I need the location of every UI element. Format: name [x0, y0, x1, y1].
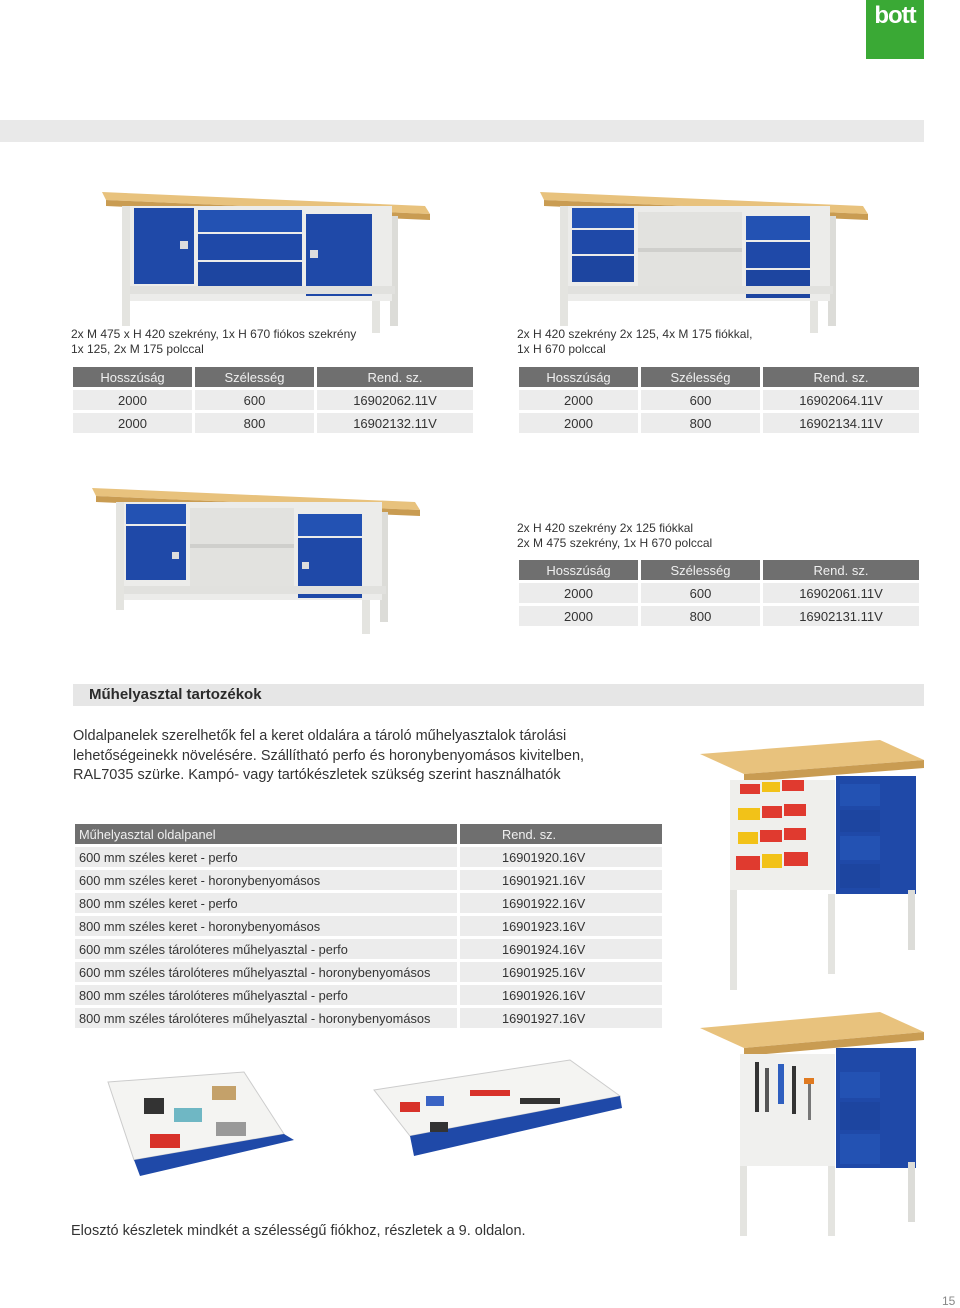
cell: 600	[641, 390, 760, 410]
cell: 16901926.16V	[460, 985, 662, 1005]
col-header: Szélesség	[641, 560, 760, 580]
cell: 600 mm széles keret - perfo	[75, 847, 457, 867]
section-description: Oldalpanelek szerelhetők fel a keret oldalára a tároló műhelyasztalok tárolási lehetőségeinekk növelésére. Szállítható perfo és horonybenyomásos kivitelben, RAL7035 szürke. Kampó- vagy tartókészletek szükség szerint használhatók	[73, 728, 585, 783]
workbench-tools-image	[700, 1012, 930, 1237]
table-row	[75, 1008, 662, 1028]
table-row	[75, 893, 662, 913]
table-row	[73, 390, 473, 410]
col-header: Rend. sz.	[317, 367, 473, 387]
cell: 600 mm széles tárolóteres műhelyasztal - perfo	[75, 939, 457, 959]
cell: 16902134.11V	[763, 413, 919, 433]
bott-logo: bott	[866, 0, 924, 59]
cell: 16901925.16V	[460, 962, 662, 982]
table-row	[73, 413, 473, 433]
workbench-image-3	[90, 484, 430, 644]
product-2-table	[516, 364, 922, 436]
cell: 600	[195, 390, 314, 410]
table-row	[519, 413, 919, 433]
cell: 16902132.11V	[317, 413, 473, 433]
page-number: 15	[942, 1294, 956, 1308]
caption-line: 1x 125, 2x M 175 polccal	[71, 342, 204, 356]
col-header: Hosszúság	[73, 367, 192, 387]
col-header: Hosszúság	[519, 560, 638, 580]
cell: 16902131.11V	[763, 606, 919, 626]
col-header: Rend. sz.	[763, 560, 919, 580]
table-row	[75, 847, 662, 867]
workbench-bins-image	[700, 740, 930, 1000]
table-row	[519, 583, 919, 603]
cell: 16901923.16V	[460, 916, 662, 936]
section-title: Műhelyasztal tartozékok	[73, 684, 924, 706]
table-row	[519, 606, 919, 626]
col-header: Hosszúság	[519, 367, 638, 387]
cell: 800	[641, 606, 760, 626]
product-3-table	[516, 557, 922, 629]
footnote: Elosztó készletek mindkét a szélességű fiókhoz, részletek a 9. oldalon.	[71, 1223, 526, 1239]
table-row	[75, 985, 662, 1005]
product-1-table	[70, 364, 476, 436]
cell: 600 mm széles tárolóteres műhelyasztal - horonybenyomásos	[75, 962, 457, 982]
cell: 800 mm széles tárolóteres műhelyasztal - horonybenyomásos	[75, 1008, 457, 1028]
caption-line: 2x M 475 x H 420 szekrény, 1x H 670 fiókos szekrény	[71, 327, 357, 341]
caption-line: 2x H 420 szekrény 2x 125 fiókkal	[517, 521, 694, 535]
cell: 800	[641, 413, 760, 433]
cell: 2000	[519, 390, 638, 410]
cell: 16901924.16V	[460, 939, 662, 959]
cell: 800 mm széles keret - perfo	[75, 893, 457, 913]
cell: 16901920.16V	[460, 847, 662, 867]
cell: 2000	[519, 413, 638, 433]
caption-line: 2x H 420 szekrény 2x 125, 4x M 175 fiókkal,	[517, 327, 753, 341]
accessories-table	[72, 821, 665, 1031]
cell: 16901927.16V	[460, 1008, 662, 1028]
workbench-image-2	[538, 186, 878, 336]
col-header: Műhelyasztal oldalpanel	[75, 824, 457, 844]
product-3-caption	[517, 521, 712, 551]
caption-line: 2x M 475 szekrény, 1x H 670 polccal	[517, 536, 713, 550]
cell: 16902061.11V	[763, 583, 919, 603]
table-row	[519, 390, 919, 410]
product-2-caption	[517, 327, 752, 357]
table-row	[75, 962, 662, 982]
cell: 800	[195, 413, 314, 433]
product-1-caption	[71, 327, 356, 357]
caption-line: 1x H 670 polccal	[517, 342, 606, 356]
table-row	[75, 916, 662, 936]
cell: 16901921.16V	[460, 870, 662, 890]
table-row	[75, 870, 662, 890]
col-header: Szélesség	[195, 367, 314, 387]
drawer-image-1	[104, 1068, 304, 1198]
drawer-image-2	[370, 1060, 630, 1170]
cell: 2000	[73, 413, 192, 433]
cell: 800 mm széles keret - horonybenyomásos	[75, 916, 457, 936]
cell: 600	[641, 583, 760, 603]
cell: 16901922.16V	[460, 893, 662, 913]
header-band	[0, 120, 924, 142]
col-header: Szélesség	[641, 367, 760, 387]
cell: 2000	[73, 390, 192, 410]
cell: 2000	[519, 583, 638, 603]
cell: 800 mm széles tárolóteres műhelyasztal - perfo	[75, 985, 457, 1005]
workbench-image-1	[100, 186, 440, 336]
cell: 600 mm széles keret - horonybenyomásos	[75, 870, 457, 890]
cell: 16902062.11V	[317, 390, 473, 410]
cell: 16902064.11V	[763, 390, 919, 410]
col-header: Rend. sz.	[763, 367, 919, 387]
col-header: Rend. sz.	[460, 824, 662, 844]
table-row	[75, 939, 662, 959]
cell: 2000	[519, 606, 638, 626]
